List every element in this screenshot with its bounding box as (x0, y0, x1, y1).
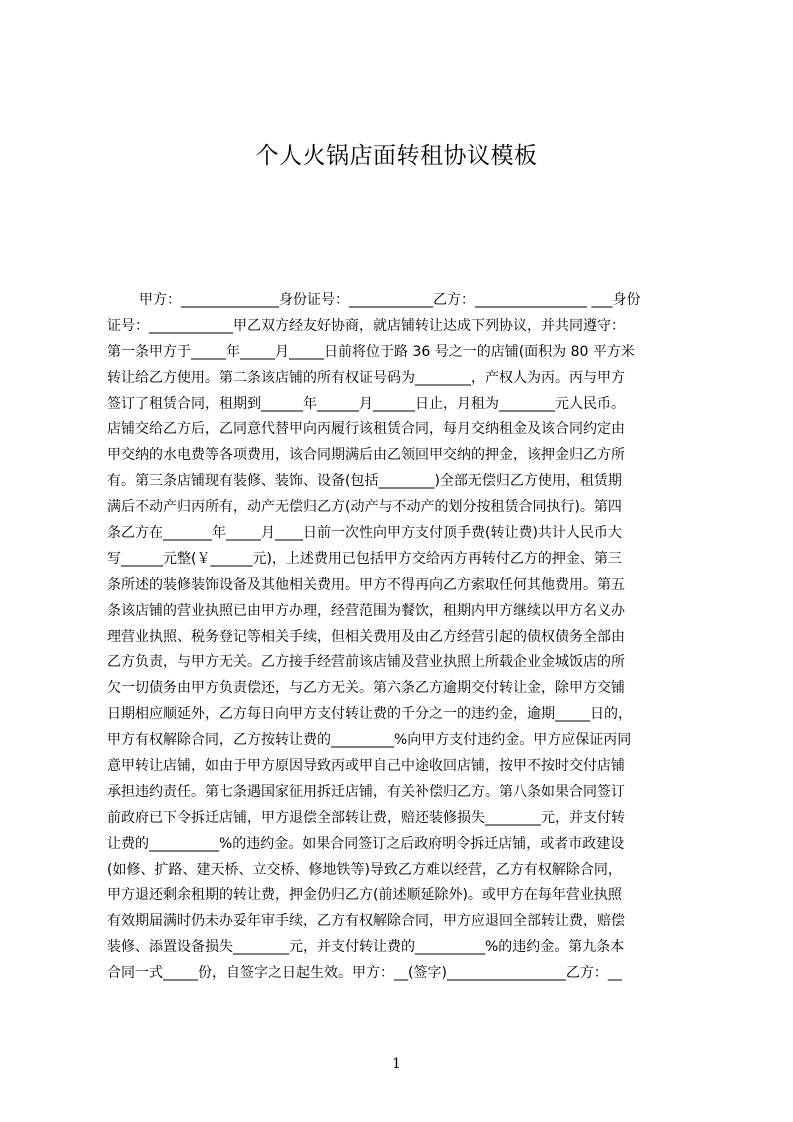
body-line: 有。第三条店铺现有装修、装饰、设备(包括________)全部无偿归乙方使用，租赁期 (107, 473, 622, 490)
body-line: 有效期届满时仍未办妥年审手续，乙方有权解除合同，甲方应退回全部转让费，赔偿 (107, 913, 625, 930)
body-line: 乙方负责，与甲方无关。乙方接手经营前该店铺及营业执照上所载企业金城饭店的所 (107, 654, 625, 671)
body-line: 第一条甲方于_____年_____月_____日前将位于路 36 号之一的店铺(面积为 80 平方米 (107, 343, 635, 360)
body-line: 理营业执照、税务登记等相关手续，但相关费用及由乙方经营引起的债权债务全部由 (107, 628, 625, 645)
body-line: 意甲转让店铺，如由于甲方原因导致丙或甲自己中途收回店铺，按甲不按时交付店铺 (107, 758, 625, 775)
body-line: 装修、添置设备损失________元，并支付转让费的__________%的违约金。第九条本 (107, 939, 625, 956)
page-number: 1 (392, 1056, 401, 1072)
body-line: 合同一式_____份，自签字之日起生效。甲方：__(签字)_________________乙方：__ (107, 965, 622, 982)
body-line: 欠一切债务由甲方负责偿还，与乙方无关。第六条乙方逾期交付转让金，除甲方交铺 (107, 680, 625, 697)
body-line: (如修、扩路、建天桥、立交桥、修地铁等)导致乙方难以经营，乙方有权解除合同， (107, 861, 622, 878)
body-line: 日期相应顺延外，乙方每日向甲方支付转让费的千分之一的违约金，逾期_____日的， (107, 706, 632, 723)
body-line: 条乙方在_______年_____月____日前一次性向甲方支付顶手费(转让费)共计人民币大 (107, 525, 622, 542)
body-line: 甲方退还剩余租期的转让费，押金仍归乙方(前述顺延除外)。或甲方在每年营业执照 (107, 887, 622, 904)
body-line: 写______元整(￥______元)，上述费用已包括甲方交给丙方再转付乙方的押金、第三 (107, 550, 622, 567)
document-title: 个人火锅店面转租协议模板 (255, 143, 538, 169)
body-line: 证号：____________甲乙双方经友好协商，就店铺转让达成下列协议，并共同遵守： (107, 317, 625, 334)
body-line: 条所述的装修装饰设备及其他相关费用。甲方不得再向乙方索取任何其他费用。第五 (107, 576, 625, 593)
body-line: 前政府已下令拆迁店铺，甲方退偿全部转让费，赔还装修损失________元，并支付转 (107, 809, 625, 826)
body-line: 满后不动产归丙所有，动产无偿归乙方(动产与不动产的划分按租赁合同执行)。第四 (107, 499, 622, 516)
body-line: 甲方：______________身份证号：____________乙方：________________ ___身份 (139, 292, 641, 308)
body-line: 签订了租赁合同，租期到______年______月______日止，月租为________元人民币。 (107, 395, 625, 412)
document-body (107, 288, 699, 987)
body-line: 承担违约责任。第七条遇国家征用拆迁店铺，有关补偿归乙方。第八条如果合同签订 (107, 783, 625, 800)
body-line: 转让给乙方使用。第二条该店铺的所有权证号码为________，产权人为丙。丙与甲方 (107, 369, 625, 386)
body-line: 让费的__________%的违约金。如果合同签订之后政府明令拆迁店铺，或者市政建设 (107, 835, 625, 852)
body-line: 店铺交给乙方后，乙同意代替甲向丙履行该租赁合同，每月交纳租金及该合同约定由 (107, 421, 625, 438)
body-line: 条该店铺的营业执照已由甲方办理，经营范围为餐饮，租期内甲方继续以甲方名义办 (107, 602, 625, 619)
body-line: 甲方有权解除合同，乙方按转让费的_________%向甲方支付违约金。甲方应保证丙同 (107, 732, 632, 749)
body-line: 甲交纳的水电费等各项费用，该合同期满后由乙领回甲交纳的押金，该押金归乙方所 (107, 447, 625, 464)
